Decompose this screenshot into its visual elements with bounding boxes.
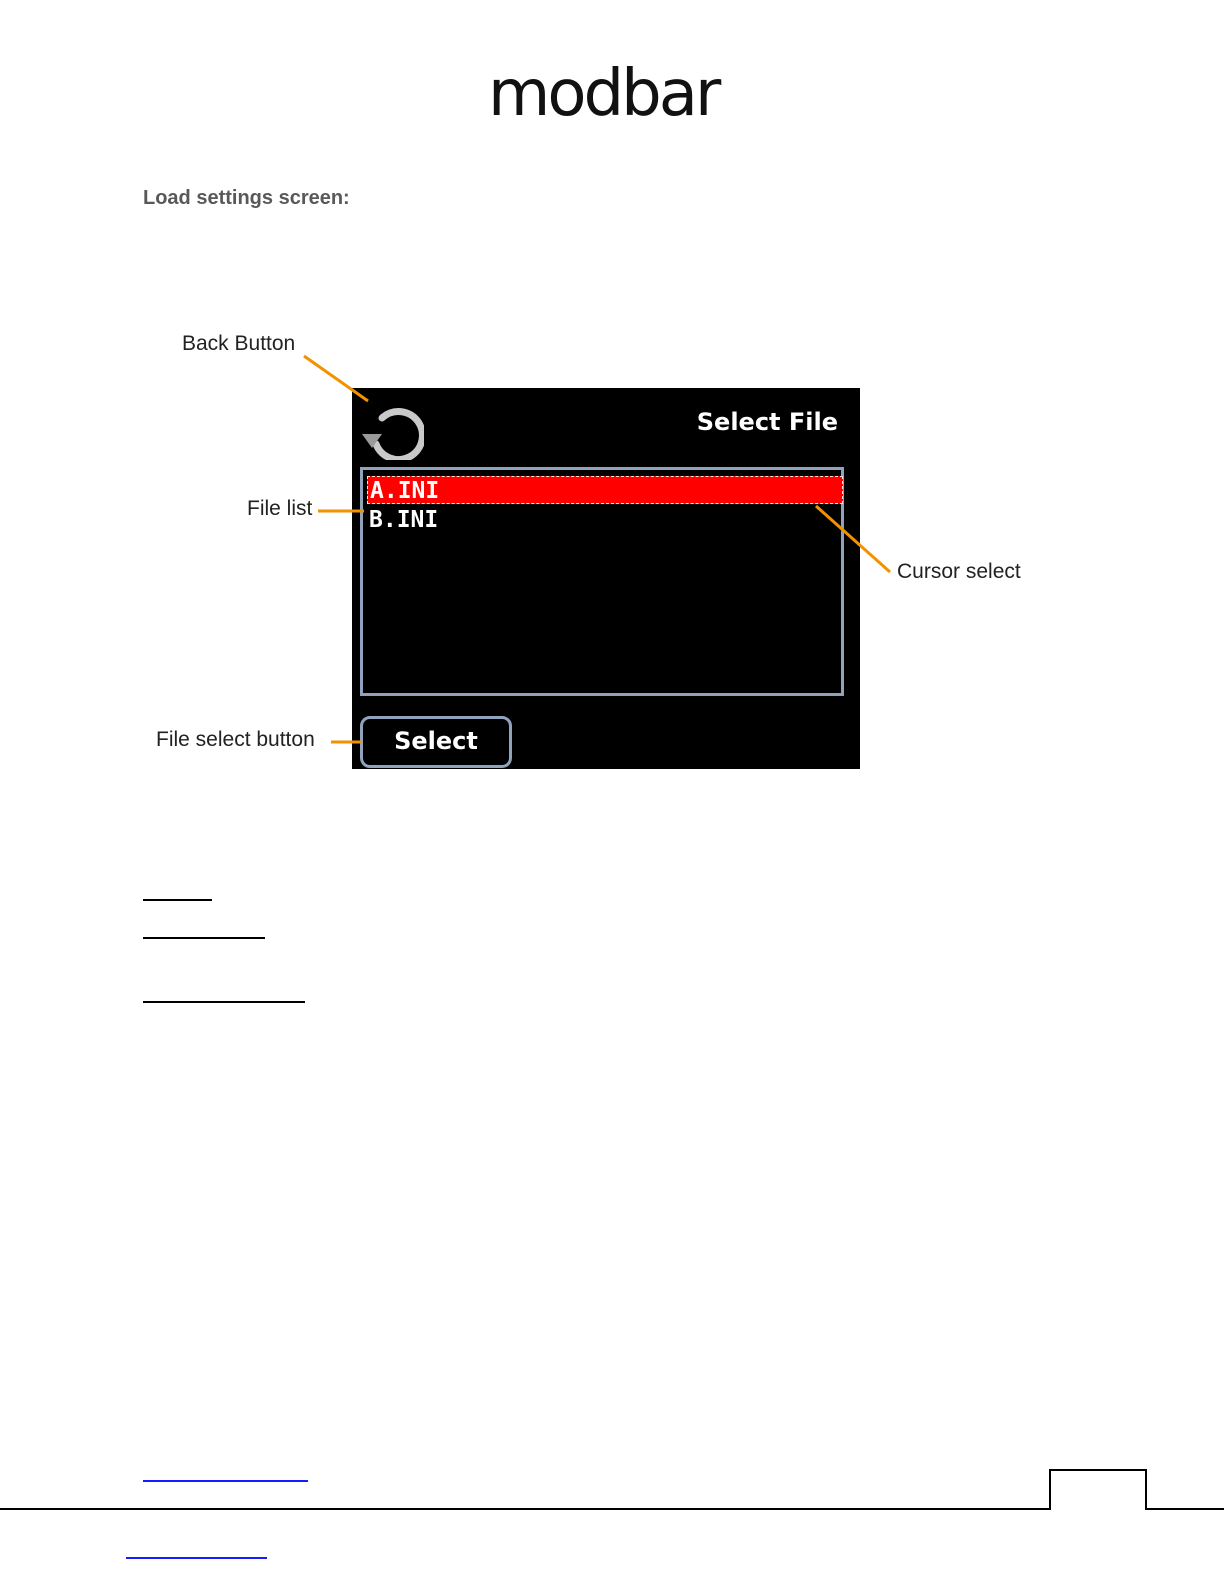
callout-file-select-button: File select button [156, 728, 315, 751]
select-file-screen [352, 388, 860, 769]
footer-link-underline[interactable] [126, 1557, 267, 1559]
file-item-a-ini[interactable]: A.INI [367, 476, 843, 504]
blank-underline [143, 899, 212, 901]
file-list[interactable] [360, 467, 844, 696]
select-button[interactable]: Select [360, 716, 512, 768]
footer-rule [0, 1465, 1224, 1515]
callout-file-list: File list [247, 497, 313, 520]
callout-cursor-select: Cursor select [897, 560, 1021, 583]
screen-title: Select File [696, 408, 838, 436]
modbar-logo: modbar [488, 57, 719, 131]
blank-underline [143, 937, 265, 939]
file-item-b-ini[interactable]: B.INI [369, 507, 439, 533]
section-title: Load settings screen: [143, 187, 350, 209]
callout-back-button: Back Button [182, 332, 296, 355]
refresh-arrow-icon[interactable] [360, 400, 424, 460]
blank-underline [143, 1001, 305, 1003]
